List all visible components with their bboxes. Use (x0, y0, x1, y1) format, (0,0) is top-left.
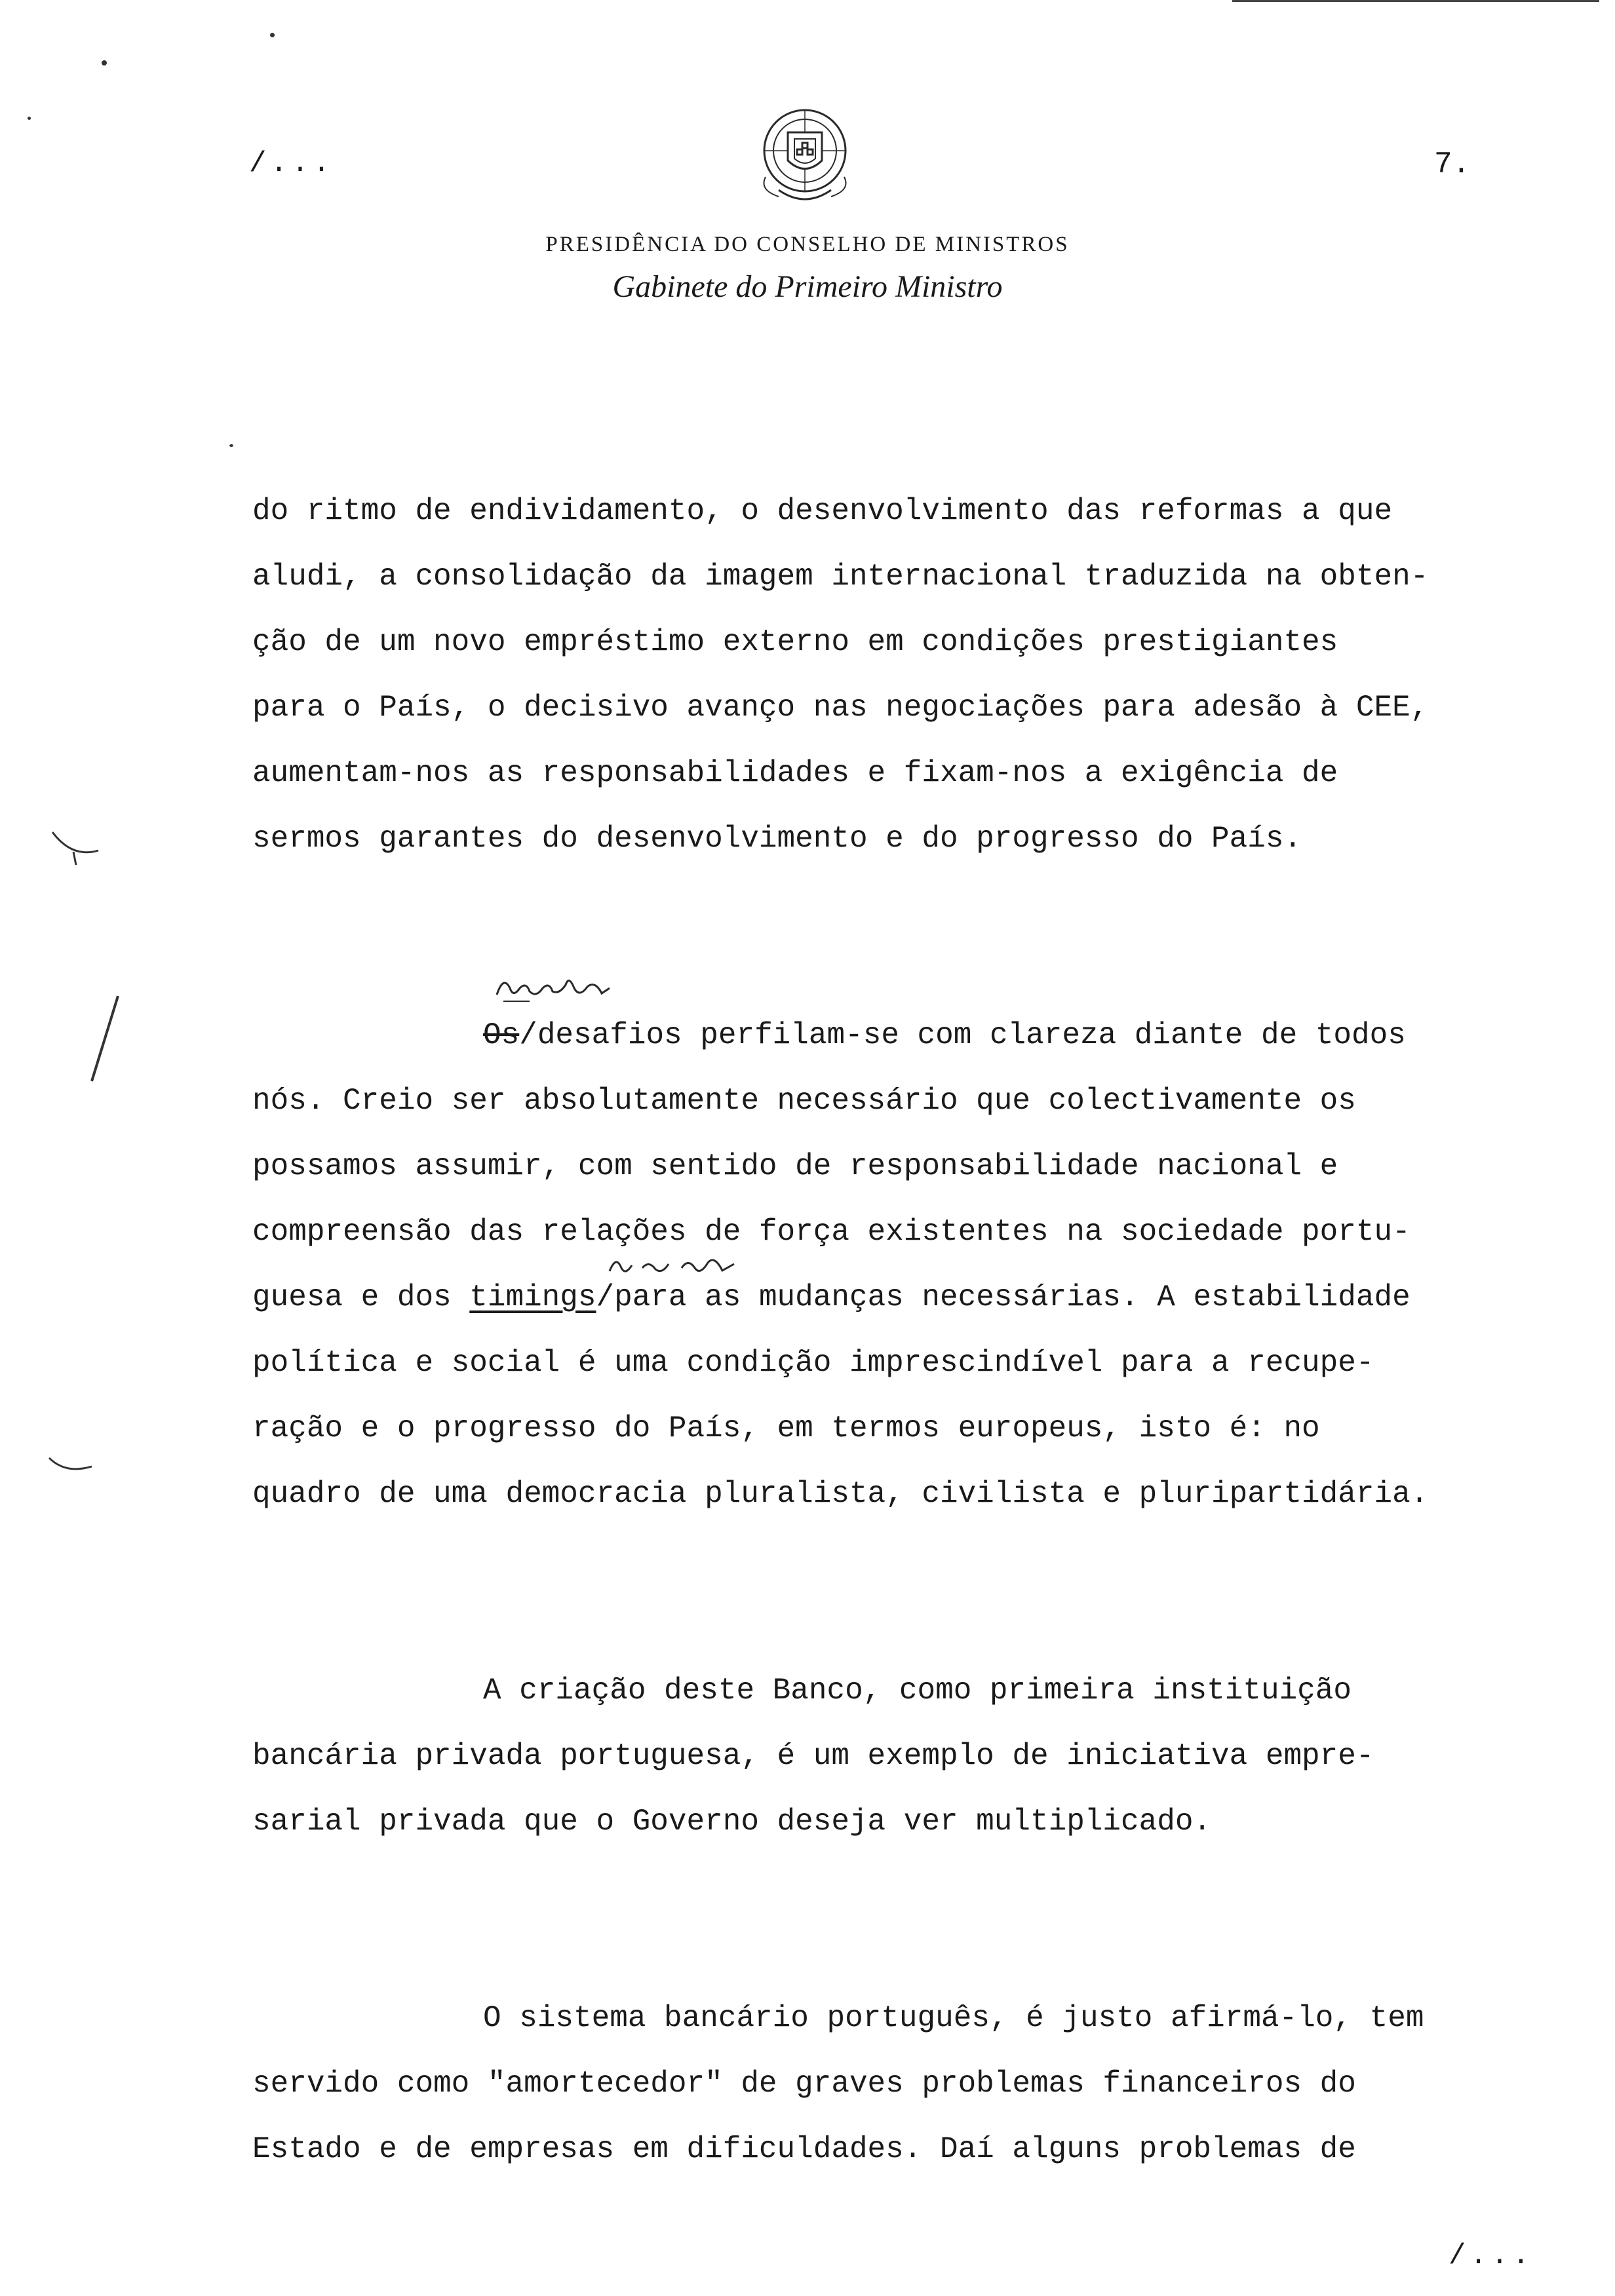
text-line: ração e o progresso do País, em termos europeus, isto é: no (252, 1411, 1320, 1445)
text-line: política e social é uma condição imprescindível para a recupe- (252, 1346, 1374, 1380)
margin-slash-mark (79, 989, 131, 1088)
text-line: possamos assumir, com sentido de responsabilidade nacional e (252, 1149, 1338, 1183)
text-line: bancária privada portuguesa, é um exemplo de iniciativa empre- (252, 1739, 1374, 1773)
top-edge-rule (1232, 0, 1599, 2)
margin-tick-mark (39, 1448, 98, 1487)
struck-word: Os (483, 1018, 520, 1052)
text-line (483, 1020, 1406, 1050)
underlined-word: timings (469, 1280, 596, 1314)
continuation-mark-top: /... (249, 147, 334, 180)
text-line: O sistema bancário português, é justo afirmá-lo, tem (483, 2001, 1424, 2035)
office-subheading: Gabinete do Primeiro Ministro (612, 269, 1003, 304)
continuation-mark-bottom: /... (1449, 2240, 1534, 2272)
text-line: quadro de uma democracia pluralista, civilista e pluripartidária. (252, 1477, 1429, 1511)
insertion-caret: / (596, 1280, 615, 1314)
text-fragment: desafios perfilam-se com clareza diante de todos (537, 1018, 1406, 1052)
text-line: aludi, a consolidação da imagem internacional traduzida na obten- (252, 560, 1429, 594)
coat-of-arms-emblem (739, 98, 870, 210)
text-line: do ritmo de endividamento, o desenvolvimento das reformas a que (252, 494, 1393, 528)
handwritten-insertion (490, 968, 615, 1008)
text-line (252, 1282, 1411, 1312)
text-line: ção de um novo empréstimo externo em condições prestigiantes (252, 625, 1338, 659)
text-line: A criação deste Banco, como primeira instituição (483, 1674, 1352, 1708)
page-number: 7. (1434, 147, 1471, 182)
scan-speck (28, 117, 31, 120)
scan-speck (270, 33, 275, 37)
text-line: para o País, o decisivo avanço nas negociações para adesão à CEE, (252, 691, 1429, 725)
handwritten-insertion (603, 1248, 747, 1281)
insertion-caret: / (519, 1018, 537, 1052)
text-line: Estado e de empresas em dificuldades. Daí alguns problemas de (252, 2132, 1356, 2166)
text-line: sarial privada que o Governo deseja ver multiplicado. (252, 1805, 1212, 1839)
text-line: servido como "amortecedor" de graves problemas financeiros do (252, 2067, 1356, 2101)
text-line: nós. Creio ser absolutamente necessário que colectivamente os (252, 1084, 1356, 1118)
text-fragment: para as mudanças necessárias. A estabilidade (614, 1280, 1411, 1314)
text-line: compreensão das relações de força existentes na sociedade portu- (252, 1215, 1411, 1249)
text-fragment: guesa e dos (252, 1280, 470, 1314)
scan-speck (102, 60, 107, 66)
institution-heading: PRESIDÊNCIA DO CONSELHO DE MINISTROS (545, 233, 1070, 256)
margin-tick-mark (39, 806, 105, 885)
text-line: sermos garantes do desenvolvimento e do progresso do País. (252, 822, 1302, 856)
scan-speck (229, 444, 233, 447)
text-line: aumentam-nos as responsabilidades e fixam-nos a exigência de (252, 756, 1338, 790)
